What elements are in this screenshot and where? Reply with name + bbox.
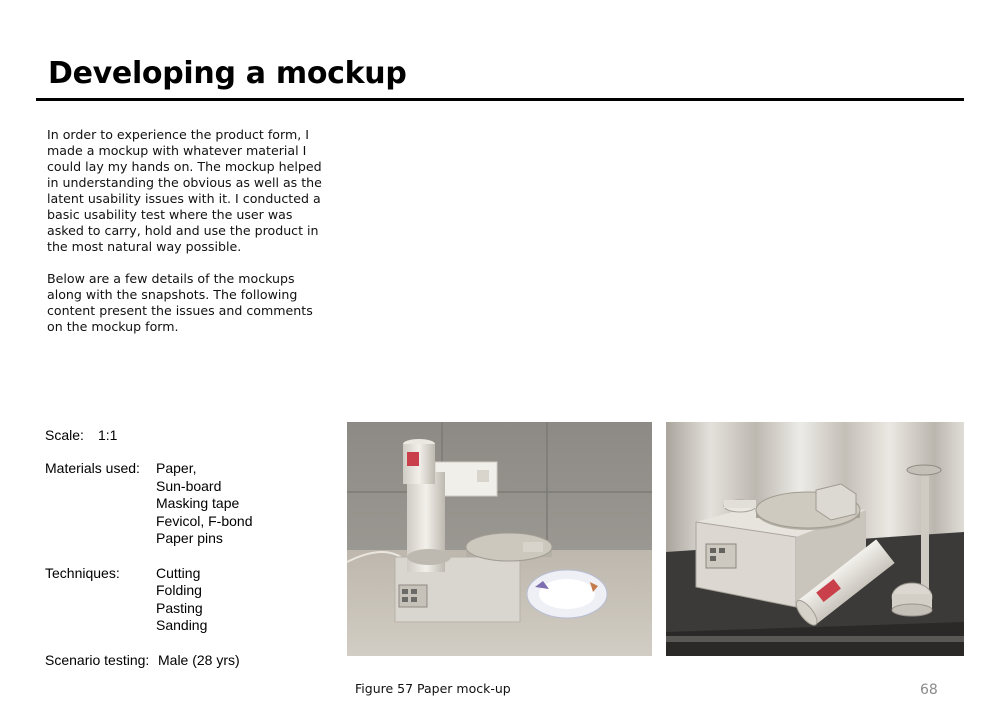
material-item: Paper, bbox=[156, 460, 197, 476]
spec-scenario-value: Male (28 yrs) bbox=[158, 651, 240, 668]
technique-item: Pasting bbox=[156, 599, 203, 616]
material-item: Paper pins bbox=[156, 530, 223, 546]
intro-paragraph-1: In order to experience the product form, I made a mockup with whatever material I could lay my hands on. The mockup helped in understanding the obvious as well as the latent usability issues with it. I conducted a basic usability test where the user was asked to carry, hold and use the product in the most natural way possible. bbox=[47, 127, 322, 254]
material-item: Sun-board bbox=[156, 477, 222, 494]
spec-techniques bbox=[45, 565, 335, 635]
intro-text bbox=[47, 127, 332, 351]
materials-list bbox=[156, 460, 252, 548]
spec-scale-label: Scale: bbox=[45, 427, 84, 443]
intro-paragraph-2: Below are a few details of the mockups along with the snapshots. The following content present the issues and comments on the mockup form. bbox=[47, 271, 313, 334]
spec-techniques-label: Techniques: bbox=[45, 564, 120, 581]
spec-materials-label: Materials used: bbox=[45, 460, 140, 476]
techniques-list bbox=[156, 565, 207, 635]
technique-item: Cutting bbox=[156, 564, 201, 581]
spec-scale-value: 1:1 bbox=[98, 427, 118, 443]
figure-caption: Figure 57 Paper mock-up bbox=[355, 681, 511, 696]
material-item: Fevicol, F-bond bbox=[156, 512, 253, 529]
page-title: Developing a mockup bbox=[48, 56, 407, 91]
spec-scenario bbox=[45, 652, 335, 668]
technique-item: Sanding bbox=[156, 617, 208, 633]
mockup-photo-counter bbox=[347, 422, 652, 656]
page-number: 68 bbox=[920, 682, 938, 698]
spec-scenario-label: Scenario testing: bbox=[45, 651, 150, 668]
title-divider bbox=[36, 98, 964, 101]
material-item: Masking tape bbox=[156, 495, 240, 511]
mockup-specs bbox=[45, 427, 335, 685]
mockup-photo-table bbox=[666, 422, 964, 656]
technique-item: Folding bbox=[156, 582, 202, 598]
spec-materials bbox=[45, 460, 335, 548]
spec-scale bbox=[45, 427, 335, 443]
